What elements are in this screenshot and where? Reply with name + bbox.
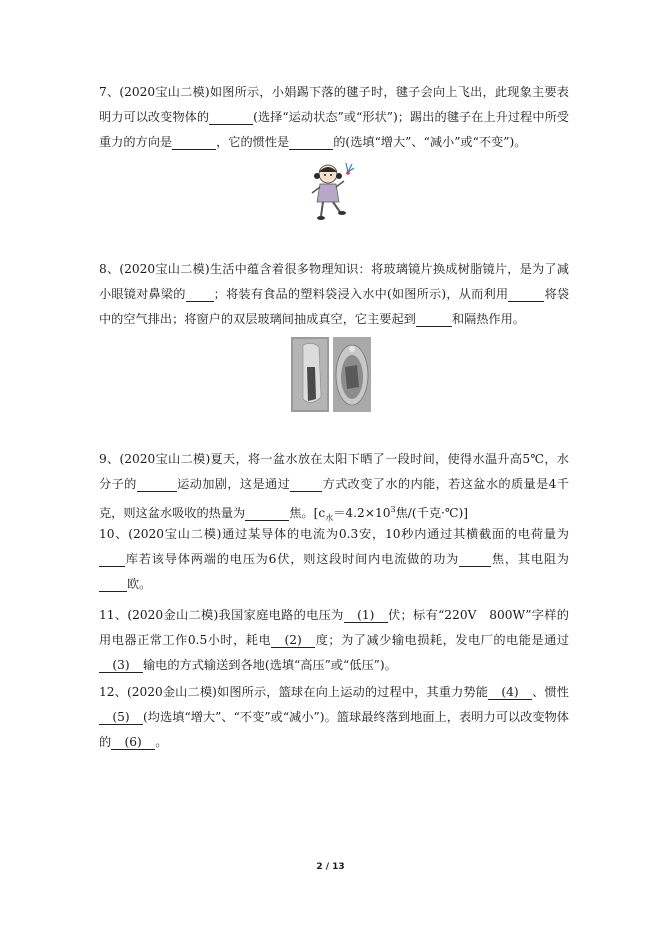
q8-text-1: 8、(2020宝山二模)生活中蕴含着很多物理知识：将玻璃镜片换成树脂镜片，是为了减小眼镜对鼻梁的 (99, 262, 569, 301)
q11-blank-2[interactable]: (2) (271, 633, 315, 648)
q12-text-4: 。 (155, 735, 168, 749)
q7-text-1: 7、(2020宝山二模)如图所示，小娟踢下落的毽子时，毽子会向上飞出，此现象主要表明力可以改变物体的 (99, 85, 569, 124)
q10-text-2: 库若该导体两端的电压为6伏，则这段时间内电流做的功为 (125, 552, 460, 566)
q12-text-1: 12、(2020金山二模)如图所示，篮球在向上运动的过程中，其重力势能 (99, 685, 489, 699)
q11-blank-1[interactable]: (1) (344, 608, 388, 623)
question-8 (99, 257, 569, 332)
q12-text-3: (均选填“增大”、“不变”或“减小”)。篮球最终落到地面上，表明力可以改变物体的 (99, 710, 569, 749)
q7-text-4: 的(选填“增大”、“减小”或“不变”)。 (333, 135, 527, 149)
q9-text-5: ＝4.2×10 (333, 506, 391, 521)
q10-text-3: 焦，其电阻为 (491, 552, 569, 566)
q7-text-3: ，它的惯性是 (216, 135, 290, 149)
q9-blank-3[interactable] (245, 506, 289, 521)
q9-text-6: 焦/(千克·℃)] (395, 506, 469, 521)
q11-text-3: 度；为了减少输电损耗，发电厂的电能是通过 (315, 633, 570, 647)
q7-text-2: (选择“运动状态”或“形状”)；踢出的毽子在上升过程中所受重力的方向是 (99, 110, 569, 149)
plastic-bag-photos (291, 337, 371, 412)
q12-blank-5[interactable]: (5) (99, 710, 143, 725)
q7-blank-2[interactable] (172, 135, 216, 150)
q10-text-1: 10、(2020宝山二模)通过某导体的电流为0.3安，10秒内通过其横截面的电荷量为 (99, 527, 569, 541)
q10-blank-2[interactable] (459, 552, 491, 567)
q11-blank-3[interactable]: (3) (99, 658, 143, 673)
q12-blank-6[interactable]: (6) (111, 735, 155, 750)
q10-blank-3[interactable] (99, 577, 127, 592)
q9-blank-2[interactable] (290, 477, 322, 492)
question-11 (99, 603, 569, 678)
q9-text-2: 运动加剧，这是通过 (176, 477, 291, 491)
page-number: 2 / 13 (316, 862, 345, 872)
q8-text-4: 和隔热作用。 (451, 312, 525, 326)
q12-blank-4[interactable]: (4) (488, 685, 532, 700)
q8-blank-2[interactable] (508, 287, 544, 302)
q9-superscript: 3 (390, 505, 396, 514)
q9-text-1: 9、(2020宝山二模)夏天，将一盆水放在太阳下晒了一段时间，使得水温升高5℃，水分子的 (99, 452, 569, 491)
q10-blank-1[interactable] (99, 552, 125, 567)
q8-text-3: 将袋中的空气排出；将窗户的双层玻璃间抽成真空，它主要起到 (99, 287, 570, 326)
q9-text-3: 方式改变了水的内能，若这盆水的质量是4千克，则这盆水吸收的热量为 (99, 477, 570, 521)
q9-text-4: 焦。[c (289, 506, 326, 521)
q8-blank-1[interactable] (186, 287, 214, 302)
q11-text-1: 11、(2020金山二模)我国家庭电路的电压为 (99, 608, 344, 622)
q11-text-4: 输电的方式输送到各地(选填“高压”或“低压”)。 (143, 658, 397, 672)
question-7 (99, 80, 569, 155)
q10-text-4: 欧。 (127, 577, 152, 591)
q12-text-2: 、惯性 (532, 685, 569, 699)
question-12 (99, 680, 569, 755)
girl-shuttlecock-figure (306, 160, 356, 222)
question-10 (99, 522, 569, 597)
q9-subscript: 水 (325, 513, 334, 523)
question-9 (99, 447, 569, 531)
q7-blank-1[interactable] (209, 110, 253, 125)
q9-blank-1[interactable] (137, 477, 177, 492)
q8-text-2: ；将装有食品的塑料袋浸入水中(如图所示)，从而利用 (213, 287, 509, 301)
q8-blank-3[interactable] (416, 312, 452, 327)
q11-text-2: 伏；标有“220V 800W”字样的用电器正常工作0.5小时，耗电 (99, 608, 569, 647)
q7-blank-3[interactable] (289, 135, 333, 150)
